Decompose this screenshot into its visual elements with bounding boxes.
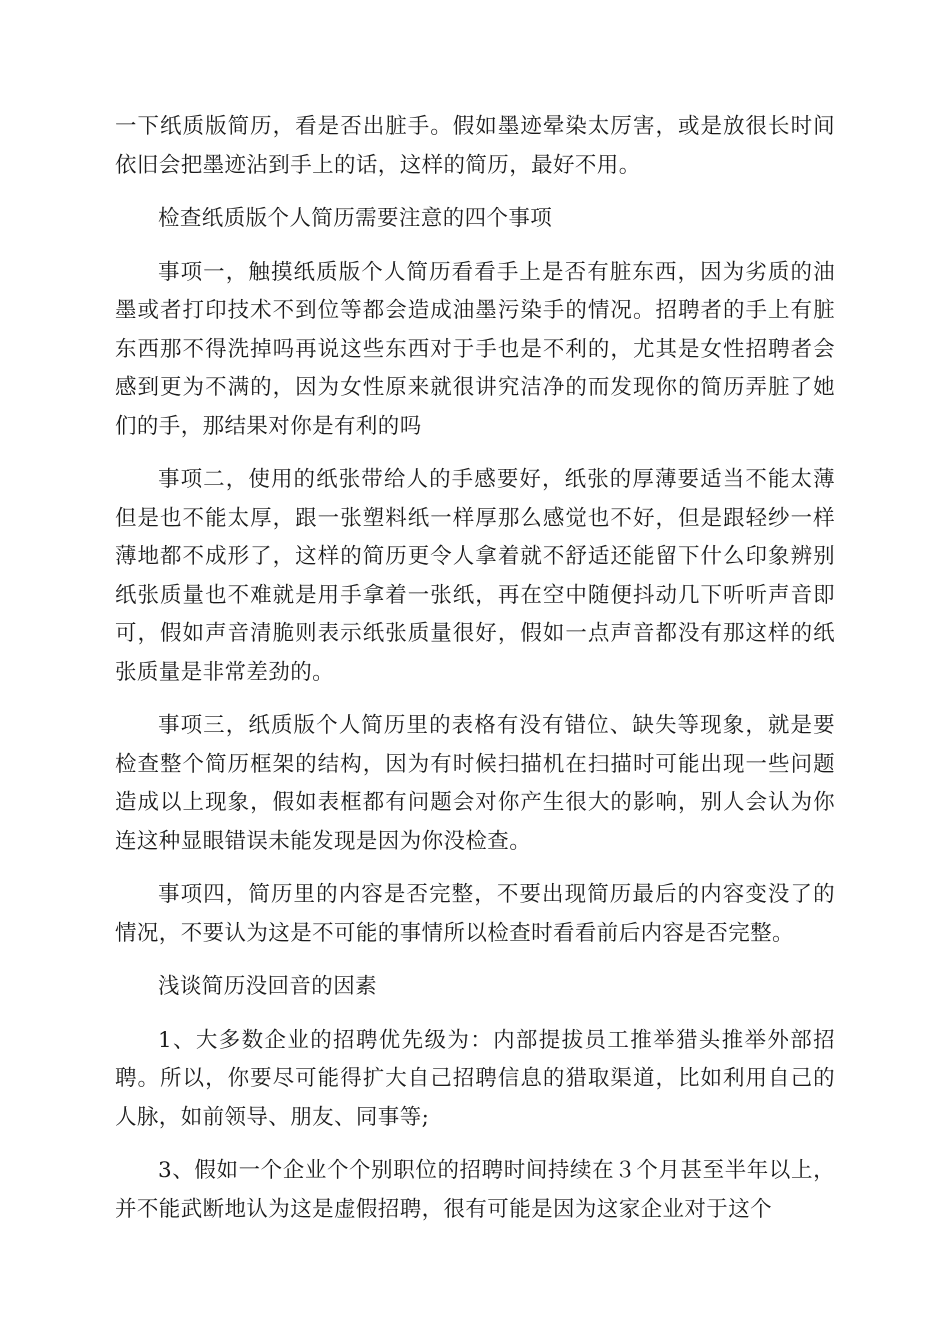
paragraph-continuation: 一下纸质版简历，看是否出脏手。假如墨迹晕染太厉害，或是放很长时间依旧会把墨迹沾到手上的话，这样的简历，最好不用。 xyxy=(115,114,835,178)
paragraph-item-four: 事项四，简历里的内容是否完整，不要出现简历最后的内容变没了的情况，不要认为这是不可能的事情所以检查时看看前后内容是否完整。 xyxy=(115,882,835,946)
paragraph-item-one: 事项一，触摸纸质版个人简历看看手上是否有脏东西，因为劣质的油墨或者打印技术不到位等都会造成油墨污染手的情况。招聘者的手上有脏东西那不得洗掉吗再说这些东西对于手也是不利的，尤其是女性招聘者会感到更为不满的，因为女性原来就很讲究洁净的而发现你的简历弄脏了她们的手，那结果对你是有利的吗 xyxy=(115,259,835,439)
paragraph-item-three: 事项三，纸质版个人简历里的表格有没有错位、缺失等现象，就是要检查整个简历框架的结构，因为有时候扫描机在扫描时可能出现一些问题造成以上现象，假如表框都有问题会对你产生很大的影响，别人会认为你连这种显眼错误未能发现是因为你没检查。 xyxy=(115,713,835,854)
paragraph-point-three: 3、假如一个企业个个别职位的招聘时间持续在３个月甚至半年以上，并不能武断地认为这是虚假招聘，很有可能是因为这家企业对于这个 xyxy=(115,1158,835,1222)
section-heading-four-items: 检查纸质版个人简历需要注意的四个事项 xyxy=(158,206,553,231)
paragraph-item-two: 事项二，使用的纸张带给人的手感要好，纸张的厚薄要适当不能太薄但是也不能太厚，跟一张塑料纸一样厚那么感觉也不好，但是跟轻纱一样薄地都不成形了，这样的简历更令人拿着就不舒适还能留下什么印象辨别纸张质量也不难就是用手拿着一张纸，再在空中随便抖动几下听听声音即可，假如声音清脆则表示纸张质量很好，假如一点声音都没有那这样的纸张质量是非常差劲的。 xyxy=(115,467,835,685)
section-heading-no-response: 浅谈简历没回音的因素 xyxy=(158,974,378,999)
paragraph-point-one: 1、大多数企业的招聘优先级为：内部提拔员工推举猎头推举外部招聘。所以，你要尽可能得扩大自己招聘信息的猎取渠道，比如利用自己的人脉，如前领导、朋友、同事等; xyxy=(115,1027,835,1130)
document-body xyxy=(115,108,835,1244)
